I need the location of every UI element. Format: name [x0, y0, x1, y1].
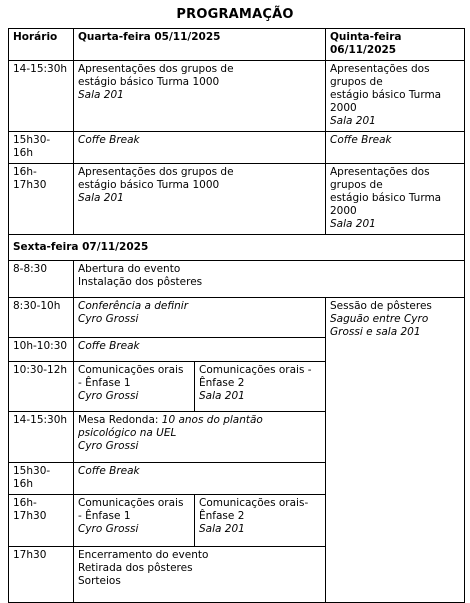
cell-line: estágio básico Turma 2000	[330, 192, 442, 217]
room-label: Sala 201	[78, 192, 124, 204]
cell-line: Apresentações dos grupos de	[330, 166, 430, 191]
time-cell: 10h-10:30	[9, 338, 74, 362]
table-row	[9, 261, 465, 298]
thursday-cell	[326, 164, 465, 235]
cell-line: - Ênfase 1	[78, 510, 131, 522]
friday-heading-row	[9, 235, 465, 261]
event-cell: Coffe Break	[74, 463, 326, 495]
event-cell	[74, 495, 195, 547]
cell-line: Ênfase 2	[199, 510, 245, 522]
cell-line: Comunicações orais	[78, 364, 184, 376]
event-cell	[74, 412, 326, 463]
event-cell	[195, 495, 326, 547]
cell-line: Abertura do evento	[78, 263, 181, 275]
cell-line	[78, 414, 321, 427]
cell-line: Instalação dos pôsteres	[78, 276, 203, 288]
cell-line: Encerramento do evento	[78, 549, 209, 561]
time-cell: 8:30-10h	[9, 298, 74, 338]
cell-line: estágio básico Turma 2000	[330, 89, 442, 114]
time-cell: 8-8:30	[9, 261, 74, 298]
cell-line: estágio básico Turma 1000	[78, 179, 220, 191]
cell-text: 10 anos do plantão	[161, 414, 263, 426]
cell-line: Apresentações dos grupos de	[78, 63, 234, 75]
event-cell: Coffe Break	[74, 338, 326, 362]
time-cell: 16h-17h30	[9, 495, 74, 547]
room-label: Cyro Grossi	[78, 313, 139, 325]
time-cell: 15h30-16h	[9, 132, 74, 164]
cell-line: Ênfase 2	[199, 377, 245, 389]
wednesday-cell	[74, 61, 326, 132]
cell-line: Comunicações orais	[78, 497, 184, 509]
cell-line: Sessão de pôsteres	[330, 300, 432, 312]
room-label: Cyro Grossi	[78, 440, 139, 452]
cell-line: Sorteios	[78, 575, 121, 587]
table-row	[9, 61, 465, 132]
table-row	[9, 547, 465, 603]
room-label: Sala 201	[330, 218, 376, 230]
table-row	[9, 164, 465, 235]
wednesday-cell	[74, 164, 326, 235]
event-cell	[74, 362, 195, 412]
header-wednesday: Quarta-feira 05/11/2025	[74, 29, 326, 61]
room-label: Sala 201	[199, 390, 245, 402]
event-cell	[74, 547, 465, 603]
header-time: Horário	[9, 29, 74, 61]
table-row	[9, 298, 465, 338]
cell-line: - Ênfase 1	[78, 377, 131, 389]
cell-line: Comunicações orais-	[199, 497, 309, 509]
table-row	[9, 132, 465, 164]
schedule-table	[8, 28, 465, 603]
time-cell: 17h30	[9, 547, 74, 603]
cell-text: Mesa Redonda:	[78, 414, 162, 426]
event-cell	[74, 261, 465, 298]
time-cell: 14-15:30h	[9, 412, 74, 463]
cell-line: psicológico na UEL	[78, 427, 177, 439]
room-label: Sala 201	[199, 523, 245, 535]
cell-line: Grossi e sala 201	[330, 326, 421, 338]
page-title: PROGRAMAÇÃO	[176, 7, 294, 22]
cell-line: Comunicações orais -	[199, 364, 312, 376]
room-label: Cyro Grossi	[78, 523, 139, 535]
cell-line: Apresentações dos grupos de	[330, 63, 430, 88]
event-cell	[74, 298, 326, 338]
time-cell: 10:30-12h	[9, 362, 74, 412]
wednesday-cell: Coffe Break	[74, 132, 326, 164]
header-thursday: Quinta-feira 06/11/2025	[326, 29, 465, 61]
cell-line: Saguão entre Cyro	[330, 313, 429, 325]
cell-line: Conferência a definir	[78, 300, 189, 312]
event-cell	[195, 362, 326, 412]
room-label: Cyro Grossi	[78, 390, 139, 402]
thursday-cell	[326, 61, 465, 132]
cell-line: Retirada dos pôsteres	[78, 562, 193, 574]
cell-line: estágio básico Turma 1000	[78, 76, 220, 88]
table-header-row	[9, 29, 465, 61]
cell-line: Apresentações dos grupos de	[78, 166, 234, 178]
thursday-cell: Coffe Break	[326, 132, 465, 164]
friday-heading: Sexta-feira 07/11/2025	[9, 235, 465, 261]
time-cell: 16h-17h30	[9, 164, 74, 235]
room-label: Sala 201	[330, 115, 376, 127]
room-label: Sala 201	[78, 89, 124, 101]
time-cell: 15h30-16h	[9, 463, 74, 495]
time-cell: 14-15:30h	[9, 61, 74, 132]
